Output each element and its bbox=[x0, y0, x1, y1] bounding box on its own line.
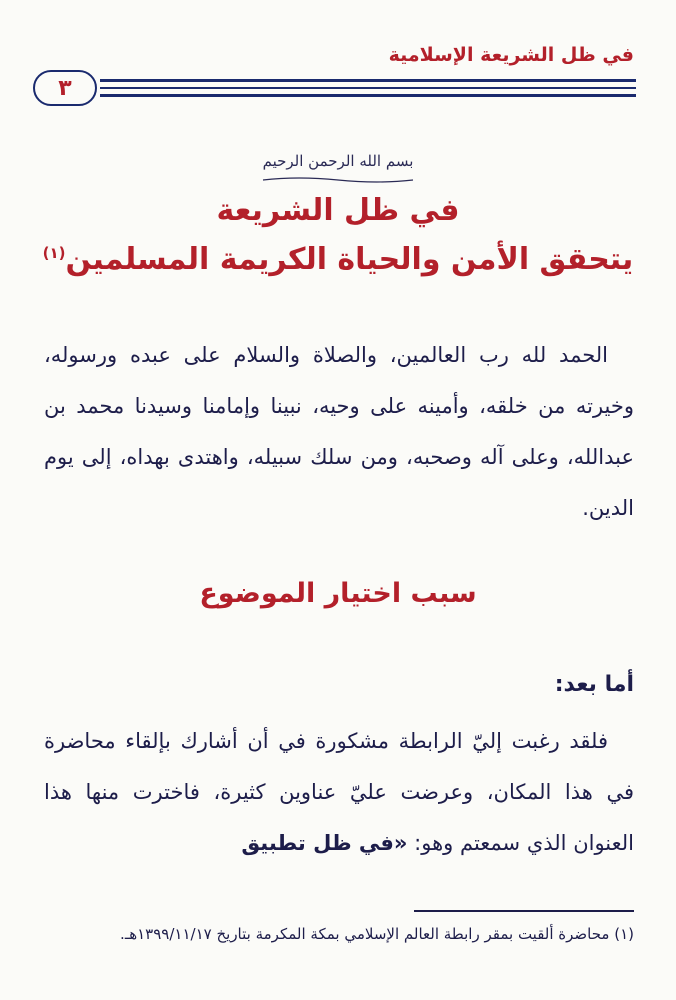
intro-paragraph: الحمد لله رب العالمين، والصلاة والسلام على عبده ورسوله، وخيرته من خلقه، وأمينه على وحيه، نبينا وإمامنا وسيدنا محمد بن عبدالله، وعلى آله وصحبه، ومن سلك سبيله، واهتدى بهداه، إلى يوم الدين. bbox=[44, 343, 634, 520]
page-title-line-2-text: يتحقق الأمن والحياة الكريمة المسلمين bbox=[65, 242, 634, 277]
footnote-reference: (١) bbox=[42, 244, 66, 262]
basmala-flourish-icon bbox=[258, 176, 418, 184]
page-title-line-2 bbox=[0, 242, 676, 277]
section-heading: سبب اختيار الموضوع bbox=[199, 578, 477, 609]
amma-baad-label: أما بعد: bbox=[554, 672, 634, 697]
second-paragraph-bold-quote: «في ظل تطبيق bbox=[241, 831, 408, 855]
header-rule bbox=[100, 94, 636, 97]
page-title-line-1: في ظل الشريعة bbox=[216, 193, 460, 228]
basmala-calligraphy: بسم الله الرحمن الرحيم bbox=[262, 152, 414, 170]
second-paragraph-text: فلقد رغبت إليّ الرابطة مشكورة في أن أشارك بإلقاء محاضرة في هذا المكان، وعرضت عليّ عناوين كثيرة، فاخترت منها هذا العنوان الذي سمعتم وهو: bbox=[44, 729, 634, 855]
footnote: (١) محاضرة ألقيت بمقر رابطة العالم الإسلامي بمكة المكرمة بتاريخ ١٣٩٩/١١/١٧هـ. bbox=[120, 925, 634, 943]
header-rule bbox=[100, 87, 636, 89]
footnote-divider bbox=[414, 910, 634, 912]
header-rule bbox=[100, 79, 636, 82]
second-paragraph bbox=[44, 716, 634, 869]
running-title: في ظل الشريعة الإسلامية bbox=[388, 44, 634, 66]
page-number: ٣ bbox=[33, 70, 97, 106]
